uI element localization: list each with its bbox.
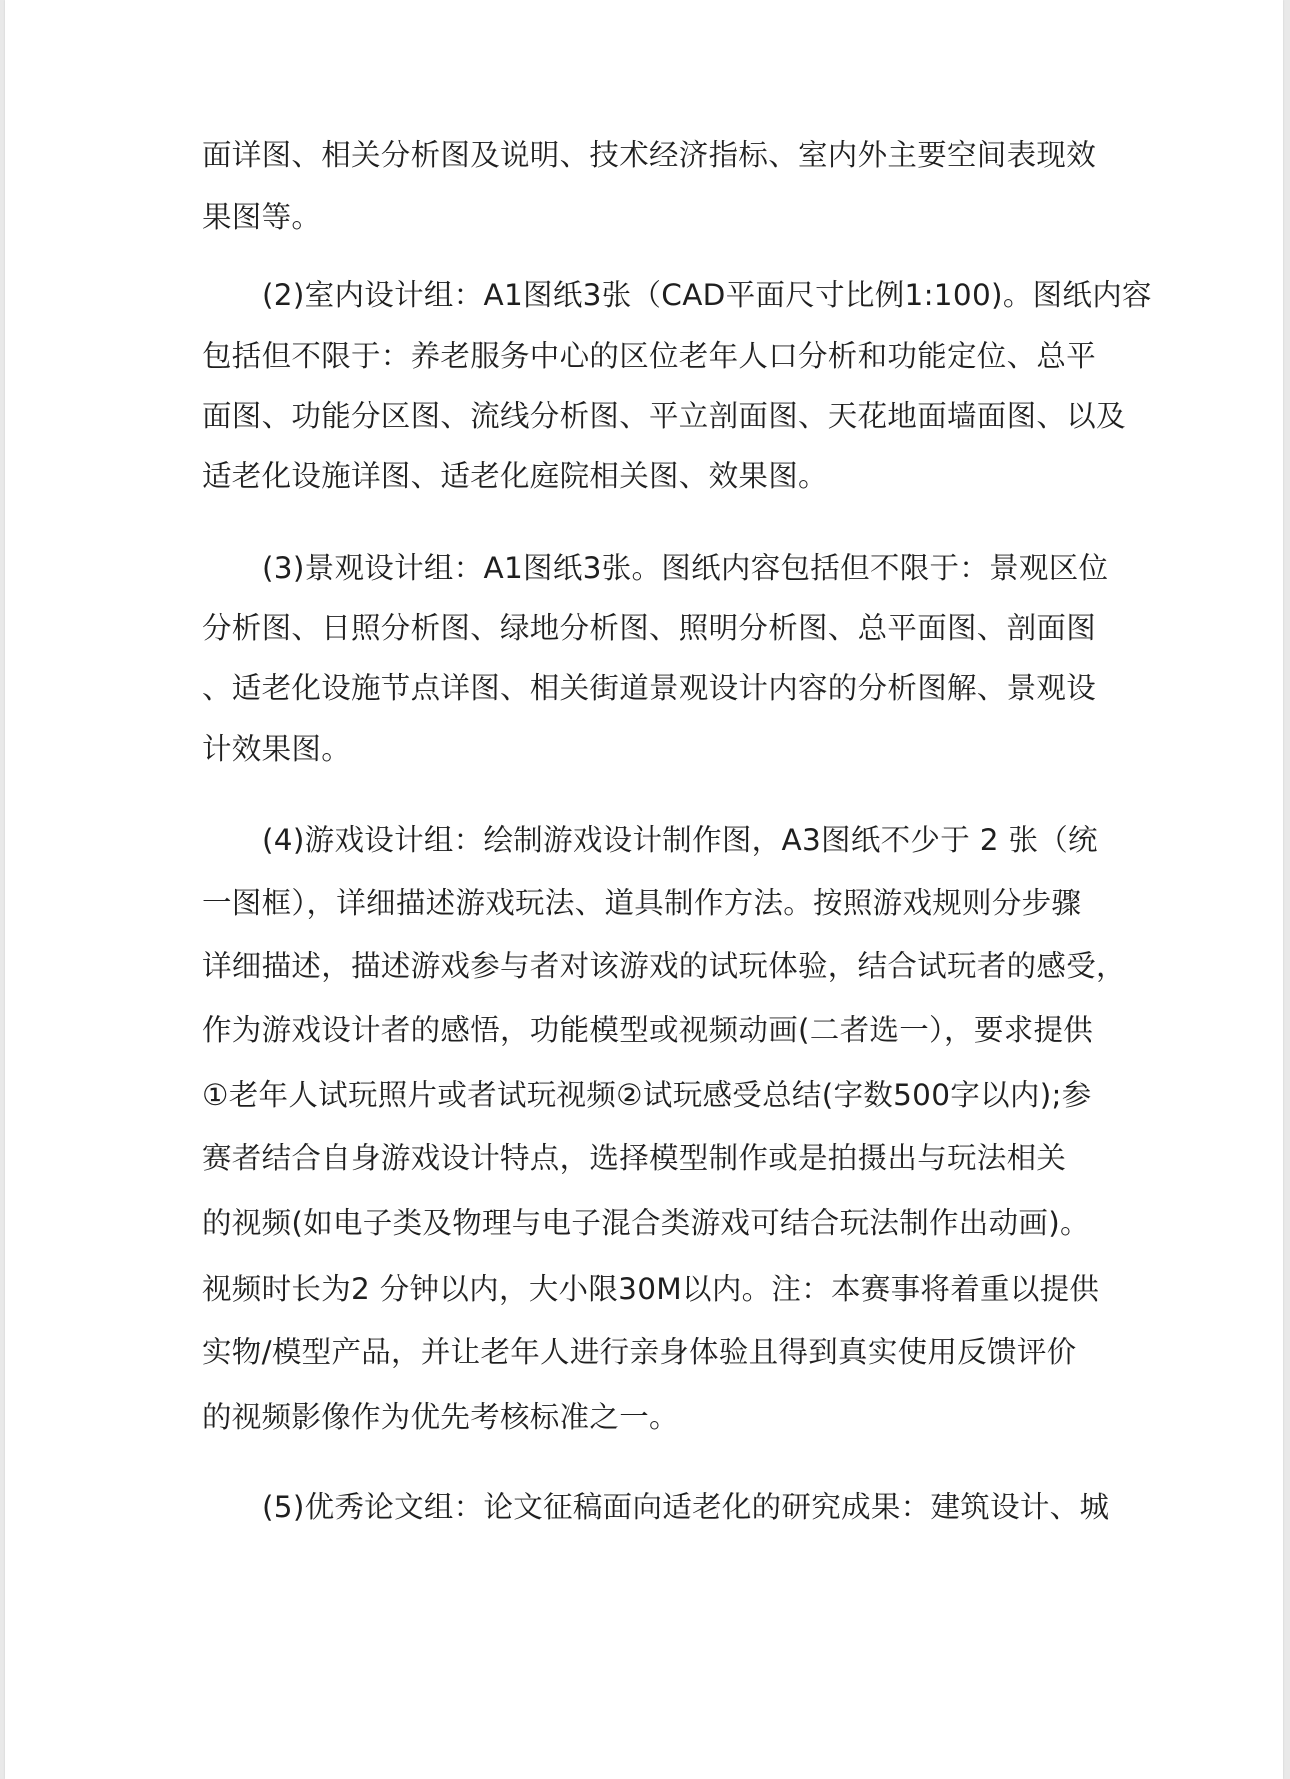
text-line: 视频时长为2 分钟以内，大小限30M以内。注：本赛事将着重以提供 (202, 1272, 1100, 1306)
text-line: 的视频影像作为优先考核标准之一。 (202, 1400, 679, 1434)
text-line: 一图框），详细描述游戏玩法、道具制作方法。按照游戏规则分步骤 (202, 886, 1082, 920)
text-line: ①老年人试玩照片或者试玩视频②试玩感受总结(字数500字以内);参 (202, 1078, 1092, 1112)
text-line: 面图、功能分区图、流线分析图、平立剖面图、天花地面墙面图、以及 (202, 399, 1126, 433)
text-line: (5)优秀论文组：论文征稿面向适老化的研究成果：建筑设计、城 (262, 1490, 1110, 1524)
text-line: (3)景观设计组：A1图纸3张。图纸内容包括但不限于：景观区位 (262, 551, 1109, 585)
text-line: 作为游戏设计者的感悟，功能模型或视频动画(二者选一），要求提供 (202, 1013, 1094, 1047)
document-page (5, 0, 1283, 1779)
text-line: 计效果图。 (202, 732, 352, 766)
text-line: 果图等。 (202, 200, 322, 234)
text-line: 分析图、日照分析图、绿地分析图、照明分析图、总平面图、剖面图 (202, 611, 1097, 645)
text-line: 的视频(如电子类及物理与电子混合类游戏可结合玩法制作出动画)。 (202, 1206, 1090, 1240)
text-line: 包括但不限于：养老服务中心的区位老年人口分析和功能定位、总平 (202, 339, 1097, 373)
text-line: 面详图、相关分析图及说明、技术经济指标、室内外主要空间表现效 (202, 138, 1097, 172)
text-line: (4)游戏设计组：绘制游戏设计制作图，A3图纸不少于 2 张（统 (262, 823, 1098, 857)
text-line: 赛者结合自身游戏设计特点，选择模型制作或是拍摄出与玩法相关 (202, 1141, 1067, 1175)
text-line: 、适老化设施节点详图、相关街道景观设计内容的分析图解、景观设 (202, 671, 1097, 705)
text-line: (2)室内设计组：A1图纸3张（CAD平面尺寸比例1:100)。图纸内容 (262, 278, 1152, 312)
text-line: 详细描述，描述游戏参与者对该游戏的试玩体验，结合试玩者的感受， (202, 949, 1126, 983)
text-line: 适老化设施详图、适老化庭院相关图、效果图。 (202, 459, 828, 493)
text-line: 实物/模型产品，并让老年人进行亲身体验且得到真实使用反馈评价 (202, 1335, 1077, 1369)
